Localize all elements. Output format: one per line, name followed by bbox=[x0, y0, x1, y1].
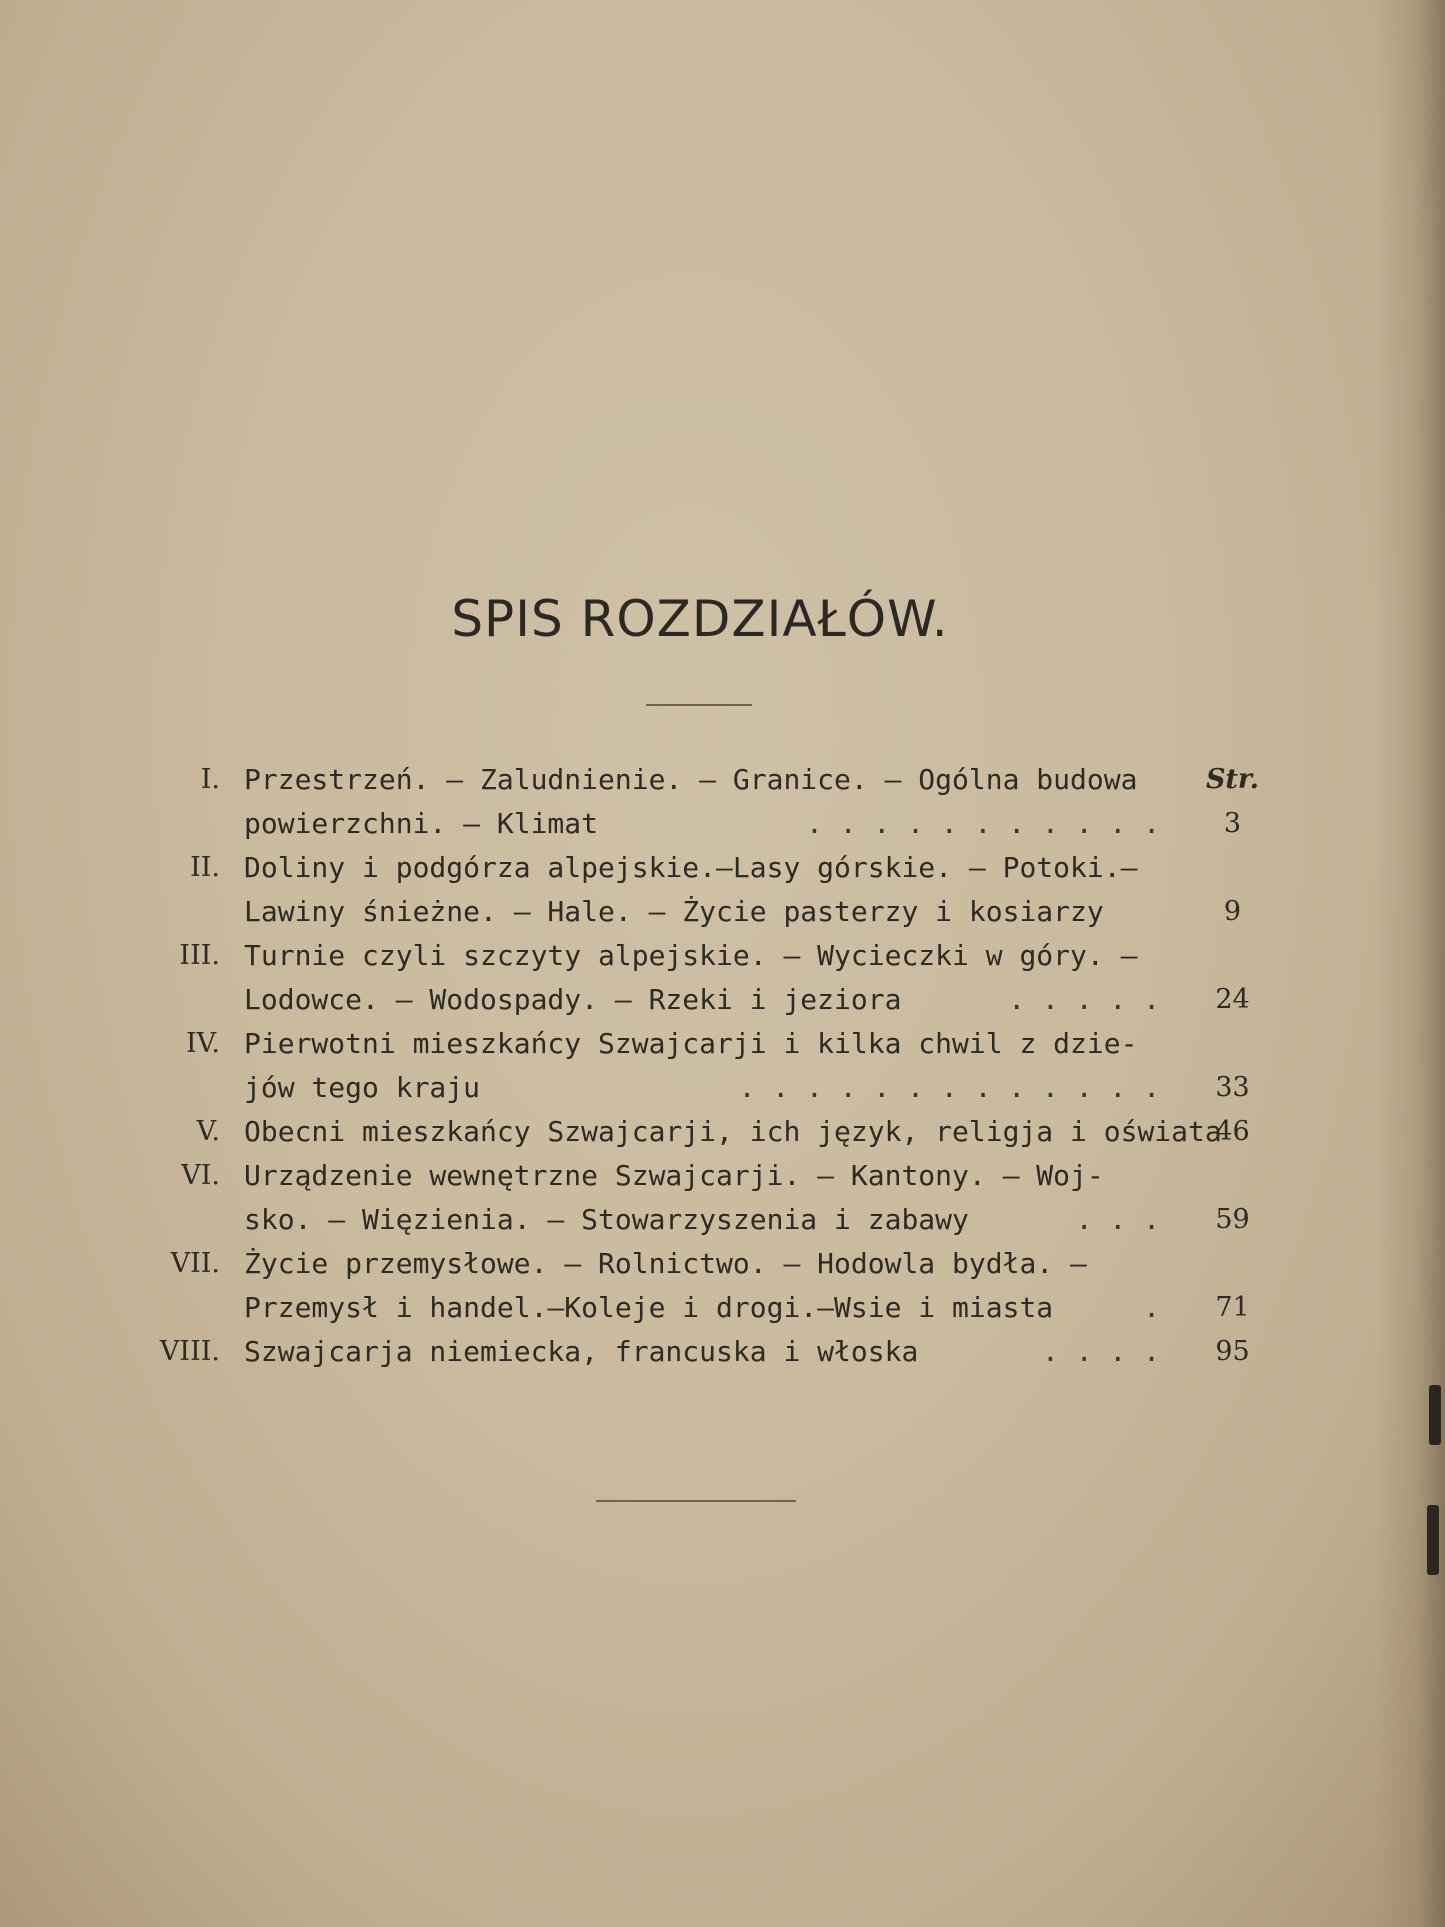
table-of-contents bbox=[140, 758, 1300, 1374]
chapter-title-line: Doliny i podgórza alpejskie.—Lasy górskie. — Potoki.— bbox=[244, 851, 1138, 884]
chapter-page-number: 24 bbox=[1215, 984, 1250, 1015]
staple-bottom bbox=[1427, 1505, 1439, 1575]
toc-line bbox=[140, 890, 1300, 934]
toc-entry bbox=[140, 934, 1300, 1022]
chapter-number: VIII. bbox=[159, 1336, 220, 1367]
staple-top bbox=[1429, 1385, 1441, 1445]
page-title: SPIS ROZDZIAŁÓW. bbox=[451, 590, 949, 648]
page-spine-shadow bbox=[1375, 0, 1445, 1927]
toc-entry bbox=[140, 1154, 1300, 1242]
chapter-title-line: Obecni mieszkańcy Szwajcarji, ich język, religja i oświata bbox=[244, 1115, 1222, 1148]
toc-line bbox=[140, 1242, 1300, 1286]
toc-line bbox=[140, 758, 1300, 802]
chapter-title-line: sko. — Więzienia. — Stowarzyszenia i zabawy bbox=[244, 1203, 969, 1236]
chapter-number: II. bbox=[190, 852, 220, 883]
toc-line bbox=[140, 1198, 1300, 1242]
chapter-number: VII. bbox=[170, 1248, 220, 1279]
dot-leader: . . . . . . . . . . . . . bbox=[738, 1071, 1160, 1104]
toc-entry bbox=[140, 846, 1300, 934]
chapter-page-number: 9 bbox=[1223, 896, 1242, 927]
chapter-title-line: Turnie czyli szczyty alpejskie. — Wycieczki w góry. — bbox=[244, 939, 1138, 972]
toc-entry bbox=[140, 758, 1300, 846]
chapter-page-number: 46 bbox=[1215, 1116, 1250, 1147]
chapter-title-line: Przestrzeń. — Zaludnienie. — Granice. — Ogólna budowa bbox=[244, 763, 1138, 796]
chapter-number: I. bbox=[200, 764, 220, 795]
toc-entry bbox=[140, 1242, 1300, 1330]
toc-line bbox=[140, 1110, 1300, 1154]
toc-line bbox=[140, 1154, 1300, 1198]
chapter-page-number: 3 bbox=[1223, 808, 1242, 839]
toc-line bbox=[140, 934, 1300, 978]
chapter-title-line: jów tego kraju bbox=[244, 1071, 481, 1104]
toc-line bbox=[140, 1330, 1300, 1374]
chapter-page-number: 33 bbox=[1215, 1072, 1250, 1103]
chapter-page-number: 95 bbox=[1215, 1336, 1250, 1367]
toc-entry bbox=[140, 1110, 1300, 1154]
chapter-page-number: 59 bbox=[1215, 1204, 1250, 1235]
dot-leader: . bbox=[1143, 1291, 1160, 1324]
chapter-title-line: Życie przemysłowe. — Rolnictwo. — Hodowla bydła. — bbox=[244, 1247, 1087, 1280]
chapter-title-line: Lodowce. — Wodospady. — Rzeki i jeziora bbox=[244, 983, 902, 1016]
toc-line bbox=[140, 802, 1300, 846]
chapter-title-line: Pierwotni mieszkańcy Szwajcarji i kilka chwil z dzie- bbox=[244, 1027, 1138, 1060]
toc-line bbox=[140, 1286, 1300, 1330]
toc-entry bbox=[140, 1022, 1300, 1110]
dot-leader: . . . . bbox=[1041, 1335, 1160, 1368]
chapter-title-line: powierzchni. — Klimat bbox=[244, 807, 599, 840]
chapter-title-line: Przemysł i handel.—Koleje i drogi.—Wsie i miasta bbox=[244, 1291, 1054, 1324]
chapter-title-line: Urządzenie wewnętrzne Szwajcarji. — Kantony. — Woj- bbox=[244, 1159, 1104, 1192]
dot-leader: . . . . . bbox=[1008, 983, 1160, 1016]
toc-entry bbox=[140, 1330, 1300, 1374]
dot-leader: . . . . . . . . . . . bbox=[805, 807, 1160, 840]
chapter-number: V. bbox=[196, 1116, 220, 1147]
chapter-number: III. bbox=[179, 940, 220, 971]
chapter-title-line: Lawiny śnieżne. — Hale. — Życie pasterzy i kosiarzy bbox=[244, 895, 1104, 928]
toc-line bbox=[140, 1066, 1300, 1110]
chapter-number: VI. bbox=[181, 1160, 220, 1191]
toc-line bbox=[140, 1022, 1300, 1066]
title-divider bbox=[646, 704, 752, 706]
bottom-divider bbox=[596, 1500, 796, 1502]
toc-line bbox=[140, 978, 1300, 1022]
chapter-title-line: Szwajcarja niemiecka, francuska i włoska bbox=[244, 1335, 919, 1368]
chapter-number: IV. bbox=[185, 1028, 220, 1059]
toc-line bbox=[140, 846, 1300, 890]
chapter-page-number: 71 bbox=[1215, 1292, 1250, 1323]
dot-leader: . . . bbox=[1075, 1203, 1160, 1236]
page-column-label: Str. bbox=[1205, 764, 1260, 795]
